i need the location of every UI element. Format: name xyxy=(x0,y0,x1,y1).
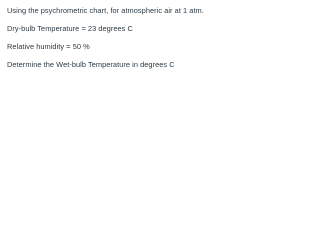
relative-humidity-given: Relative humidity = 50 % xyxy=(7,42,90,51)
question-text-block xyxy=(7,0,204,74)
dry-bulb-temperature-given: Dry-bulb Temperature = 23 degrees C xyxy=(7,24,133,33)
question-intro: Using the psychrometric chart, for atmospheric air at 1 atm. xyxy=(7,6,204,15)
question-prompt: Determine the Wet-bulb Temperature in degrees C xyxy=(7,60,175,69)
